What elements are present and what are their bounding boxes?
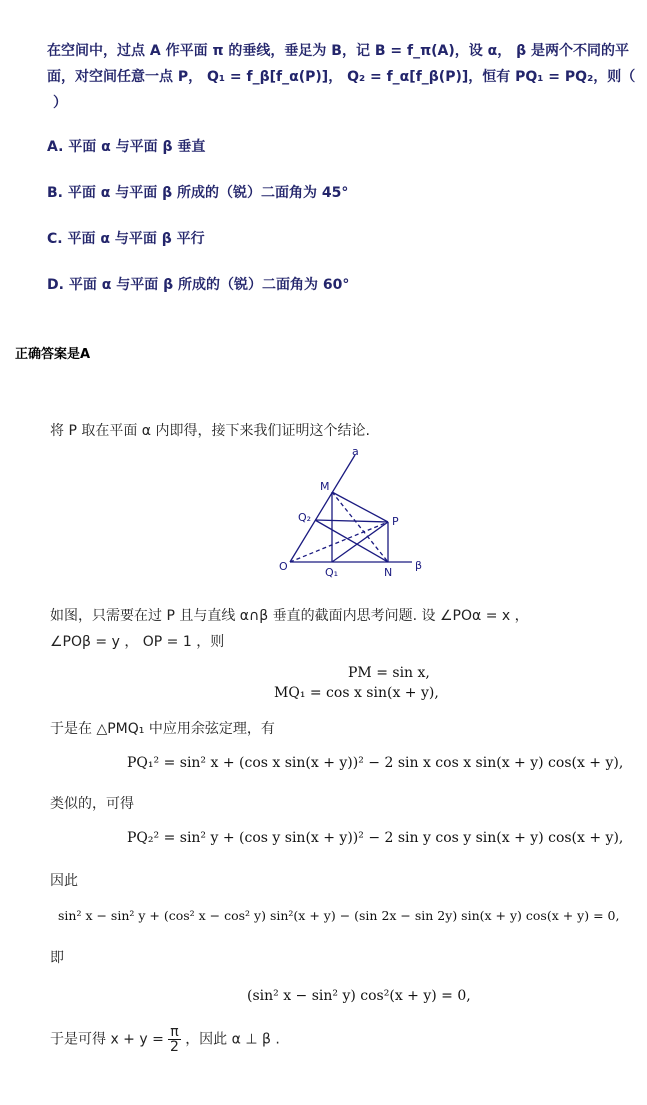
option-b-label: B. xyxy=(47,185,63,201)
option-c-label: C. xyxy=(47,231,63,247)
label-m: M xyxy=(320,480,330,493)
equation-pm: PM = sin x, xyxy=(348,665,430,681)
segment-q1p xyxy=(332,522,388,562)
option-a-label: A. xyxy=(47,139,64,155)
equation-pq2: PQ₂² = sin² y + (cos y sin(x + y))² − 2 sin y cos y sin(x + y) cos(x + y), xyxy=(127,830,624,846)
question-line-2: 面，对空间任意一点 P， Q₁ = f_β[f_α(P)]， Q₂ = f_α[f_β(P)]，恒有 PQ₁ = PQ₂，则（ xyxy=(47,69,636,85)
label-a: a xyxy=(352,445,359,458)
option-b[interactable] xyxy=(47,182,348,202)
line-alpha xyxy=(290,455,355,562)
question-line-3: ） xyxy=(53,95,67,111)
solution-conclusion xyxy=(50,1025,280,1054)
solution-paragraph-3: 类似的，可得 xyxy=(50,796,134,812)
label-p: P xyxy=(392,515,399,528)
segment-mn-dashed xyxy=(332,492,388,562)
fraction-denominator: 2 xyxy=(170,1039,179,1055)
solution-paragraph-1 xyxy=(50,603,529,655)
option-c[interactable] xyxy=(47,228,205,248)
equation-pq1: PQ₁² = sin² x + (cos x sin(x + y))² − 2 sin x cos x sin(x + y) cos(x + y), xyxy=(127,755,624,771)
segment-q2p xyxy=(315,520,388,522)
correct-answer: 正确答案是A xyxy=(15,347,91,362)
equation-mq1: MQ₁ = cos x sin(x + y), xyxy=(274,685,439,701)
question-text xyxy=(47,38,639,116)
option-a[interactable] xyxy=(47,136,205,156)
option-b-text: 平面 α 与平面 β 所成的（锐）二面角为 45° xyxy=(67,185,349,201)
question-line-1: 在空间中，过点 A 作平面 π 的垂线，垂足为 B，记 B = f_π(A)，设 α， β 是两个不同的平 xyxy=(47,43,630,59)
label-beta: β xyxy=(415,559,423,572)
label-q2: Q₂ xyxy=(298,511,312,524)
conclusion-prefix: 于是可得 x + y = xyxy=(50,1031,164,1048)
label-n: N xyxy=(384,566,393,579)
solution-paragraph-4: 因此 xyxy=(50,873,78,889)
segment-q2n xyxy=(315,520,388,562)
option-d-text: 平面 α 与平面 β 所成的（锐）二面角为 60° xyxy=(68,277,350,293)
solution-paragraph-5: 即 xyxy=(50,950,64,966)
option-c-text: 平面 α 与平面 β 平行 xyxy=(67,231,205,247)
paragraph-1-line-2: ∠POβ = y ， OP = 1 ，则 xyxy=(50,634,225,650)
segment-mp xyxy=(332,492,388,522)
segment-op-dashed xyxy=(290,522,388,562)
solution-paragraph-2: 于是在 △PMQ₁ 中应用余弦定理，有 xyxy=(50,721,275,737)
label-q1: Q₁ xyxy=(325,566,339,579)
paragraph-1-line-1: 如图，只需要在过 P 且与直线 α∩β 垂直的截面内思考问题. 设 ∠POα = x ， xyxy=(50,608,529,624)
solution-intro: 将 P 取在平面 α 内即得，接下来我们证明这个结论. xyxy=(50,423,370,439)
option-d[interactable] xyxy=(47,274,349,294)
equation-result: (sin² x − sin² y) cos²(x + y) = 0, xyxy=(247,988,471,1004)
option-d-label: D. xyxy=(47,277,64,293)
fraction-pi-over-2 xyxy=(168,1025,180,1054)
label-o: O xyxy=(279,560,288,573)
option-a-text: 平面 α 与平面 β 垂直 xyxy=(68,139,206,155)
fraction-numerator: π xyxy=(170,1024,179,1040)
equation-expanded: sin² x − sin² y + (cos² x − cos² y) sin²(x + y) − (sin 2x − sin 2y) sin(x + y) cos(x + y) = 0, xyxy=(58,908,620,923)
conclusion-suffix: ，因此 α ⊥ β . xyxy=(185,1031,280,1048)
